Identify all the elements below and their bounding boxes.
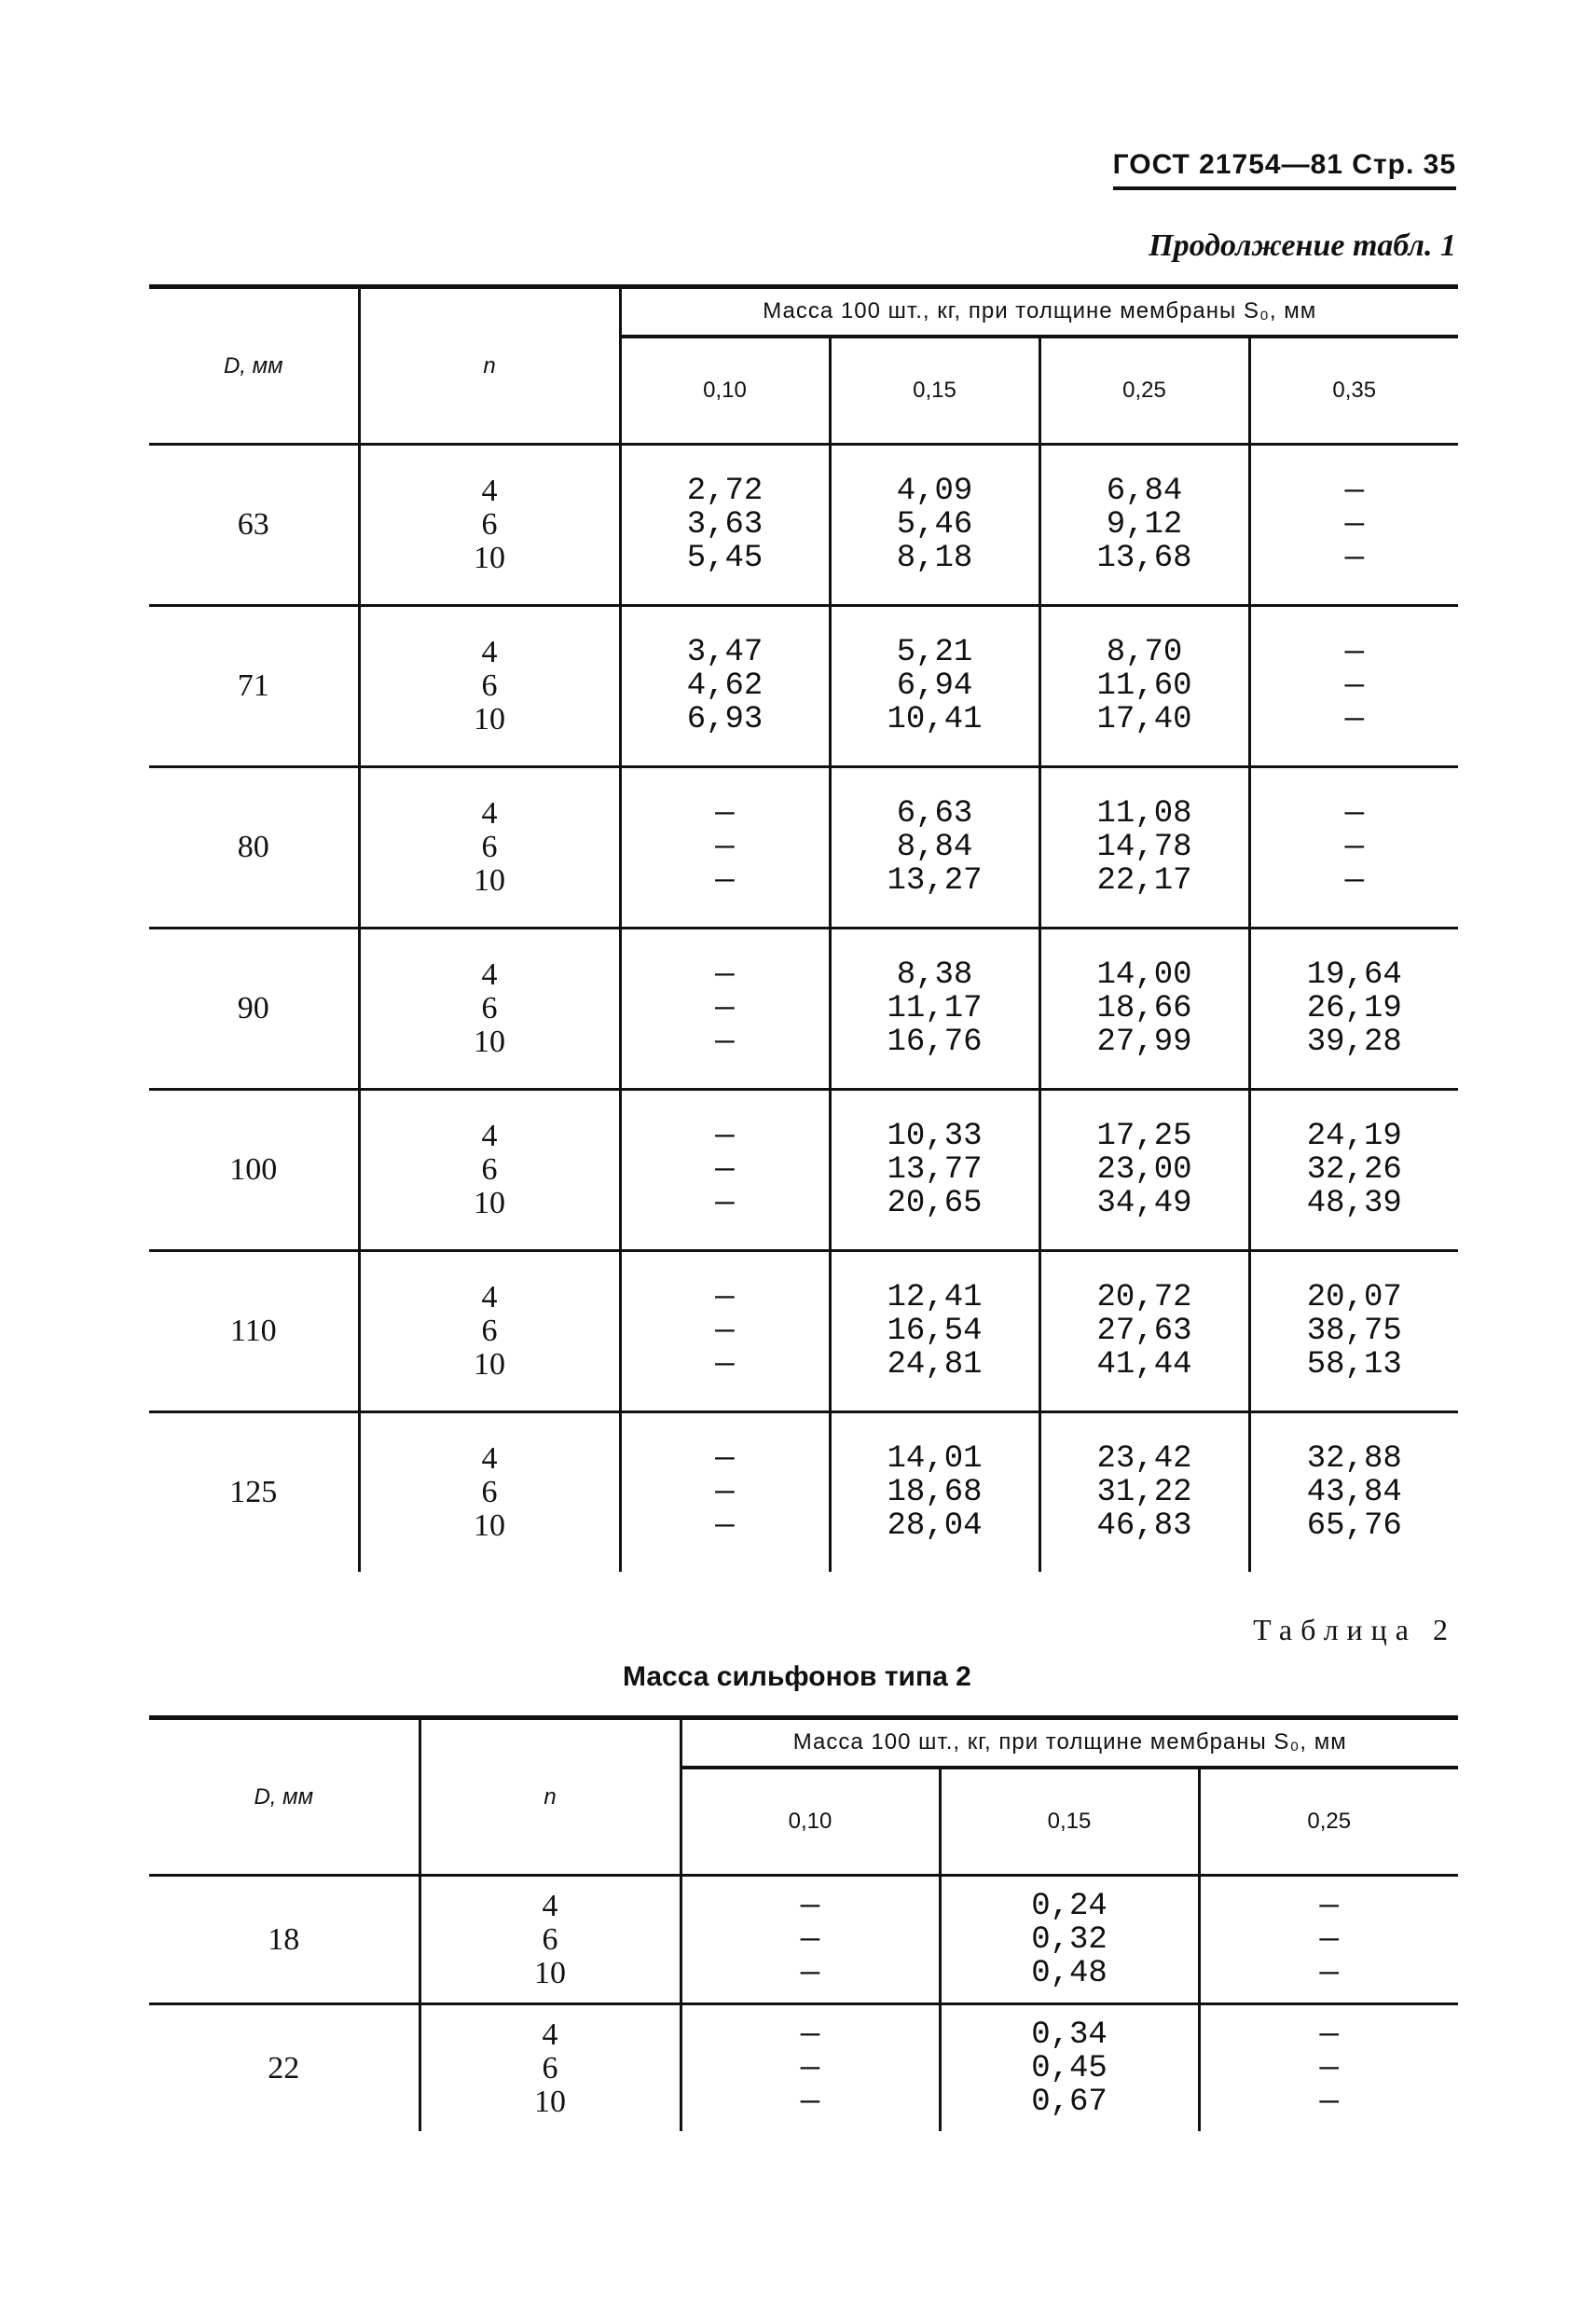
- cell-n-stack-value: 6: [542, 2050, 558, 2085]
- column-header-thickness: 0,10: [681, 1768, 940, 1876]
- cell-mass-stack-value: 5,21: [896, 635, 973, 670]
- cell-mass-stack-value: 18,66: [1096, 991, 1192, 1026]
- cell-mass-stack-value: —: [1344, 474, 1364, 509]
- cell-mass: [830, 606, 1039, 767]
- cell-mass-stack-value: 23,00: [1096, 1152, 1192, 1188]
- cell-mass-stack: [622, 1120, 829, 1220]
- cell-mass-stack: [1201, 2018, 1459, 2119]
- cell-n: [359, 767, 620, 929]
- column-header-thickness: 0,35: [1249, 337, 1458, 445]
- cell-mass-stack-value: 6,93: [686, 702, 764, 737]
- cell-mass-stack-value: 14,01: [887, 1441, 983, 1477]
- cell-mass-stack-value: 2,72: [686, 474, 764, 509]
- cell-n-stack-value: 4: [481, 957, 498, 992]
- cell-mass-stack-value: —: [715, 830, 735, 865]
- cell-diameter: 71: [149, 606, 359, 767]
- cell-mass-stack: [1041, 958, 1248, 1059]
- cell-mass-stack-value: 32,88: [1306, 1441, 1402, 1477]
- cell-mass-stack-value: 48,39: [1306, 1186, 1402, 1221]
- cell-mass-stack-value: —: [715, 1025, 735, 1060]
- cell-mass-stack-value: 32,26: [1306, 1152, 1402, 1188]
- cell-mass-stack-value: —: [715, 796, 735, 832]
- cell-mass-stack-value: 9,12: [1106, 507, 1183, 543]
- cell-mass: [830, 445, 1039, 606]
- cell-mass-stack-value: 4,62: [686, 668, 764, 704]
- cell-n-stack-value: 4: [481, 635, 498, 669]
- cell-mass-stack-value: 10,33: [887, 1119, 983, 1154]
- cell-mass-stack-value: 11,17: [887, 991, 983, 1026]
- cell-mass: [1039, 1251, 1249, 1412]
- cell-mass-stack-value: —: [800, 2050, 820, 2086]
- cell-mass-stack: [942, 1890, 1198, 1990]
- cell-n-stack-value: 10: [534, 2084, 566, 2119]
- cell-mass-stack-value: 24,19: [1306, 1119, 1402, 1154]
- cell-n-stack-value: 4: [481, 1280, 498, 1314]
- cell-mass-stack-value: 38,75: [1306, 1314, 1402, 1349]
- column-header-thickness: 0,25: [1199, 1768, 1458, 1876]
- cell-mass-stack-value: 28,04: [887, 1508, 983, 1544]
- table-row: [149, 929, 1458, 1090]
- column-header-thickness: 0,15: [940, 1768, 1199, 1876]
- cell-n-stack-value: 10: [474, 863, 505, 898]
- column-header-thickness: 0,10: [620, 337, 830, 445]
- cell-mass-stack-value: 8,70: [1106, 635, 1183, 670]
- cell-diameter: 100: [149, 1090, 359, 1251]
- cell-mass: [830, 929, 1039, 1090]
- cell-mass: [1249, 1251, 1458, 1412]
- cell-n-stack-value: 4: [542, 2016, 558, 2052]
- cell-mass-stack-value: 14,00: [1096, 957, 1192, 993]
- cell-mass-stack-value: 58,13: [1306, 1347, 1402, 1383]
- cell-mass-stack-value: —: [715, 1314, 735, 1349]
- cell-n: [420, 2004, 681, 2132]
- cell-diameter: 110: [149, 1251, 359, 1412]
- cell-mass-stack-value: 19,64: [1306, 957, 1402, 993]
- cell-mass-stack-value: 18,68: [887, 1475, 983, 1510]
- cell-mass-stack: [942, 2018, 1198, 2119]
- cell-n-stack-value: 6: [481, 1314, 498, 1348]
- cell-mass-stack-value: —: [715, 1441, 735, 1477]
- cell-mass-stack: [1201, 1890, 1459, 1990]
- cell-mass-stack: [1251, 958, 1459, 1059]
- cell-mass-stack-value: 5,46: [896, 507, 973, 543]
- cell-mass-stack: [832, 797, 1039, 898]
- table-row: [149, 1876, 1458, 2004]
- cell-mass-stack-value: —: [715, 1475, 735, 1510]
- cell-diameter: 22: [268, 2050, 300, 2085]
- cell-mass-stack: [1251, 1442, 1459, 1543]
- cell-mass-stack-value: 13,27: [887, 863, 983, 899]
- cell-n: [359, 445, 620, 606]
- column-header-d: D, мм: [149, 287, 359, 445]
- cell-mass-stack-value: —: [1344, 635, 1364, 670]
- cell-n-stack: [361, 958, 619, 1059]
- cell-mass-stack-value: —: [1344, 507, 1364, 543]
- cell-mass: [620, 1090, 830, 1251]
- cell-mass-stack-value: 0,32: [1031, 1921, 1108, 1958]
- cell-mass: [1249, 767, 1458, 929]
- cell-n-stack-value: 6: [481, 1475, 498, 1509]
- table-2: [149, 1715, 1458, 2131]
- cell-mass-stack-value: —: [1344, 541, 1364, 576]
- cell-mass-stack-value: —: [800, 2016, 820, 2053]
- cell-mass-stack-value: —: [800, 2084, 820, 2120]
- cell-mass-stack: [1251, 1281, 1459, 1382]
- cell-mass-stack-value: —: [1344, 702, 1364, 737]
- cell-mass-stack-value: —: [715, 1152, 735, 1188]
- cell-diameter: 125: [229, 1475, 278, 1509]
- cell-mass-stack-value: —: [1319, 1888, 1339, 1924]
- cell-mass: [940, 2004, 1199, 2132]
- cell-mass-stack-value: 41,44: [1096, 1347, 1192, 1383]
- table-row: [149, 1412, 1458, 1573]
- cell-mass-stack-value: 8,38: [896, 957, 973, 993]
- table-2-title: Масса сильфонов типа 2: [623, 1661, 971, 1692]
- cell-mass-stack: [832, 636, 1039, 736]
- cell-mass-stack-value: 4,09: [896, 474, 973, 509]
- cell-n: [359, 1251, 620, 1412]
- cell-mass-stack-value: —: [715, 991, 735, 1026]
- cell-n-stack: [421, 1890, 680, 1990]
- cell-mass-stack: [622, 1281, 829, 1382]
- cell-mass-stack-value: 65,76: [1306, 1508, 1402, 1544]
- running-head: ГОСТ 21754—81 Стр. 35: [1113, 149, 1456, 190]
- cell-mass: [1039, 1090, 1249, 1251]
- cell-mass-stack-value: 3,63: [686, 507, 764, 543]
- column-header-n: n: [420, 1718, 681, 1876]
- cell-mass: [1199, 2004, 1458, 2132]
- cell-n-stack: [361, 797, 619, 898]
- cell-mass-stack-value: 27,63: [1096, 1314, 1192, 1349]
- cell-n-stack-value: 6: [481, 1152, 498, 1187]
- cell-mass-stack-value: 22,17: [1096, 863, 1192, 899]
- cell-diameter: 80: [149, 767, 359, 929]
- cell-mass-stack-value: 0,48: [1031, 1955, 1108, 1991]
- cell-n-stack-value: 6: [481, 668, 498, 703]
- cell-mass: [1249, 606, 1458, 767]
- cell-mass-stack-value: 13,68: [1096, 541, 1192, 576]
- cell-mass-stack-value: 0,24: [1031, 1888, 1108, 1924]
- cell-mass-stack-value: —: [1319, 2084, 1339, 2120]
- cell-n: [420, 1876, 681, 2004]
- cell-mass: [940, 1876, 1199, 2004]
- cell-mass-stack-value: 34,49: [1096, 1186, 1192, 1221]
- cell-mass: [1249, 929, 1458, 1090]
- table-row: [149, 445, 1458, 606]
- cell-mass-stack-value: —: [715, 1186, 735, 1221]
- cell-mass: [1199, 1876, 1458, 2004]
- cell-mass-stack-value: 23,42: [1096, 1441, 1192, 1477]
- cell-mass-stack-value: 12,41: [887, 1280, 983, 1315]
- cell-mass-stack-value: 20,72: [1096, 1280, 1192, 1315]
- cell-n-stack-value: 10: [474, 702, 505, 736]
- table-row: [149, 2004, 1458, 2132]
- cell-mass: [1039, 1412, 1249, 1573]
- cell-mass-stack: [682, 2018, 939, 2119]
- cell-mass-stack: [832, 958, 1039, 1059]
- cell-mass-stack-value: —: [800, 1888, 820, 1924]
- cell-mass-stack-value: 0,45: [1031, 2050, 1108, 2086]
- cell-n-stack-value: 6: [481, 991, 498, 1025]
- cell-n-stack: [361, 636, 619, 736]
- table-row: [149, 606, 1458, 767]
- cell-n-stack: [361, 1120, 619, 1220]
- cell-mass-stack-value: —: [715, 1280, 735, 1315]
- cell-n-stack-value: 6: [481, 830, 498, 864]
- cell-mass: [620, 606, 830, 767]
- cell-mass-stack: [1041, 1281, 1248, 1382]
- cell-mass: [681, 2004, 940, 2132]
- cell-mass-stack-value: —: [715, 1347, 735, 1383]
- table-continuation-caption: Продолжение табл. 1: [1149, 228, 1456, 263]
- cell-n-stack-value: 10: [474, 1025, 505, 1059]
- cell-mass-stack: [1251, 1120, 1459, 1220]
- cell-mass: [620, 1412, 830, 1573]
- cell-mass-stack: [1041, 1120, 1248, 1220]
- cell-mass-stack-value: —: [1319, 2016, 1339, 2053]
- cell-mass-stack-value: 24,81: [887, 1347, 983, 1383]
- cell-mass-stack-value: 10,41: [887, 702, 983, 737]
- cell-mass-stack-value: —: [1344, 796, 1364, 832]
- cell-mass: [1249, 1090, 1458, 1251]
- cell-n-stack-value: 10: [474, 1508, 505, 1543]
- cell-mass-stack: [682, 1890, 939, 1990]
- table-2-label: Таблица 2: [1253, 1613, 1456, 1646]
- cell-mass-stack: [622, 1442, 829, 1543]
- cell-mass-stack-value: —: [715, 863, 735, 899]
- cell-diameter: 63: [149, 445, 359, 606]
- cell-mass: [620, 929, 830, 1090]
- cell-mass-stack-value: 39,28: [1306, 1025, 1402, 1060]
- cell-n-stack-value: 4: [542, 1888, 558, 1923]
- cell-mass-stack-value: 3,47: [686, 635, 764, 670]
- cell-mass-stack: [1041, 475, 1248, 575]
- cell-mass-stack-value: —: [800, 1955, 820, 1991]
- cell-mass-stack-value: 11,08: [1096, 796, 1192, 832]
- table-row: [149, 1251, 1458, 1412]
- cell-mass-stack: [832, 1120, 1039, 1220]
- cell-mass-stack-value: 16,54: [887, 1314, 983, 1349]
- cell-mass-stack-value: 6,63: [896, 796, 973, 832]
- cell-mass-stack: [832, 1442, 1039, 1543]
- column-group-header: Масса 100 шт., кг, при толщине мембраны S₀, мм: [620, 287, 1458, 337]
- cell-mass: [830, 1251, 1039, 1412]
- cell-mass-stack: [1251, 475, 1459, 575]
- cell-mass: [681, 1876, 940, 2004]
- cell-mass-stack: [622, 475, 829, 575]
- cell-mass-stack: [622, 797, 829, 898]
- cell-n-stack-value: 4: [481, 474, 498, 508]
- cell-mass-stack-value: —: [1319, 1921, 1339, 1958]
- cell-mass-stack: [622, 636, 829, 736]
- cell-n-stack-value: 10: [534, 1955, 566, 1990]
- cell-mass-stack-value: 14,78: [1096, 830, 1192, 865]
- cell-mass-stack: [1251, 797, 1459, 898]
- cell-mass-stack-value: 6,84: [1106, 474, 1183, 509]
- cell-n-stack-value: 4: [481, 1441, 498, 1476]
- cell-mass: [1039, 929, 1249, 1090]
- cell-mass-stack: [622, 958, 829, 1059]
- cell-mass-stack-value: —: [715, 1119, 735, 1154]
- cell-mass-stack-value: 17,40: [1096, 702, 1192, 737]
- table-1: [149, 284, 1458, 1572]
- cell-mass: [1249, 1412, 1458, 1573]
- cell-mass-stack-value: 27,99: [1096, 1025, 1192, 1060]
- cell-n-stack: [361, 1442, 619, 1543]
- cell-mass: [830, 767, 1039, 929]
- cell-mass-stack-value: 13,77: [887, 1152, 983, 1188]
- cell-mass-stack-value: 0,34: [1031, 2016, 1108, 2053]
- cell-mass-stack-value: 26,19: [1306, 991, 1402, 1026]
- cell-mass-stack: [1041, 1442, 1248, 1543]
- cell-mass-stack-value: —: [1319, 1955, 1339, 1991]
- column-header-thickness: 0,15: [830, 337, 1039, 445]
- cell-mass-stack-value: 16,76: [887, 1025, 983, 1060]
- column-group-header: Масса 100 шт., кг, при толщине мембраны S₀, мм: [681, 1718, 1458, 1768]
- cell-n-stack-value: 10: [474, 541, 505, 575]
- cell-mass: [1039, 445, 1249, 606]
- column-header-d: D, мм: [149, 1718, 420, 1876]
- cell-mass-stack-value: —: [800, 1921, 820, 1958]
- column-header-n: n: [359, 287, 620, 445]
- cell-mass-stack-value: 11,60: [1096, 668, 1192, 704]
- cell-mass-stack-value: —: [1344, 863, 1364, 899]
- cell-mass-stack-value: 5,45: [686, 541, 764, 576]
- cell-mass-stack-value: 20,65: [887, 1186, 983, 1221]
- cell-mass-stack-value: —: [1344, 830, 1364, 865]
- cell-mass-stack: [1041, 797, 1248, 898]
- cell-n-stack: [421, 2018, 680, 2119]
- cell-mass: [830, 1090, 1039, 1251]
- table-row: [149, 767, 1458, 929]
- cell-mass-stack: [1251, 636, 1459, 736]
- table-row: [149, 1090, 1458, 1251]
- cell-n-stack: [361, 1281, 619, 1382]
- cell-mass-stack-value: 43,84: [1306, 1475, 1402, 1510]
- cell-mass: [1249, 445, 1458, 606]
- cell-n: [359, 1412, 620, 1573]
- cell-n: [359, 1090, 620, 1251]
- cell-mass-stack-value: 31,22: [1096, 1475, 1192, 1510]
- cell-n-stack-value: 6: [542, 1921, 558, 1957]
- cell-n-stack-value: 4: [481, 1119, 498, 1153]
- cell-n-stack-value: 6: [481, 507, 498, 542]
- cell-mass-stack-value: 8,84: [896, 830, 973, 865]
- cell-mass-stack: [832, 475, 1039, 575]
- cell-mass: [1039, 606, 1249, 767]
- cell-n-stack-value: 10: [474, 1186, 505, 1220]
- cell-mass-stack-value: —: [715, 1508, 735, 1544]
- cell-n-stack-value: 10: [474, 1347, 505, 1382]
- cell-n: [359, 929, 620, 1090]
- cell-mass-stack-value: 46,83: [1096, 1508, 1192, 1544]
- cell-mass-stack-value: —: [1319, 2050, 1339, 2086]
- cell-n: [359, 606, 620, 767]
- cell-mass: [1039, 767, 1249, 929]
- cell-mass-stack: [832, 1281, 1039, 1382]
- cell-mass: [620, 767, 830, 929]
- cell-mass-stack-value: —: [1344, 668, 1364, 704]
- cell-mass-stack-value: 20,07: [1306, 1280, 1402, 1315]
- cell-diameter: 18: [149, 1876, 420, 2004]
- cell-mass-stack-value: 8,18: [896, 541, 973, 576]
- cell-mass: [620, 1251, 830, 1412]
- column-header-thickness: 0,25: [1039, 337, 1249, 445]
- cell-n-stack-value: 4: [481, 796, 498, 831]
- cell-n-stack: [361, 475, 619, 575]
- cell-mass: [620, 445, 830, 606]
- cell-mass-stack: [1041, 636, 1248, 736]
- cell-mass-stack-value: 6,94: [896, 668, 973, 704]
- cell-mass: [830, 1412, 1039, 1573]
- cell-mass-stack-value: 17,25: [1096, 1119, 1192, 1154]
- cell-mass-stack-value: 0,67: [1031, 2084, 1108, 2120]
- cell-mass-stack-value: —: [715, 957, 735, 993]
- cell-diameter: 90: [149, 929, 359, 1090]
